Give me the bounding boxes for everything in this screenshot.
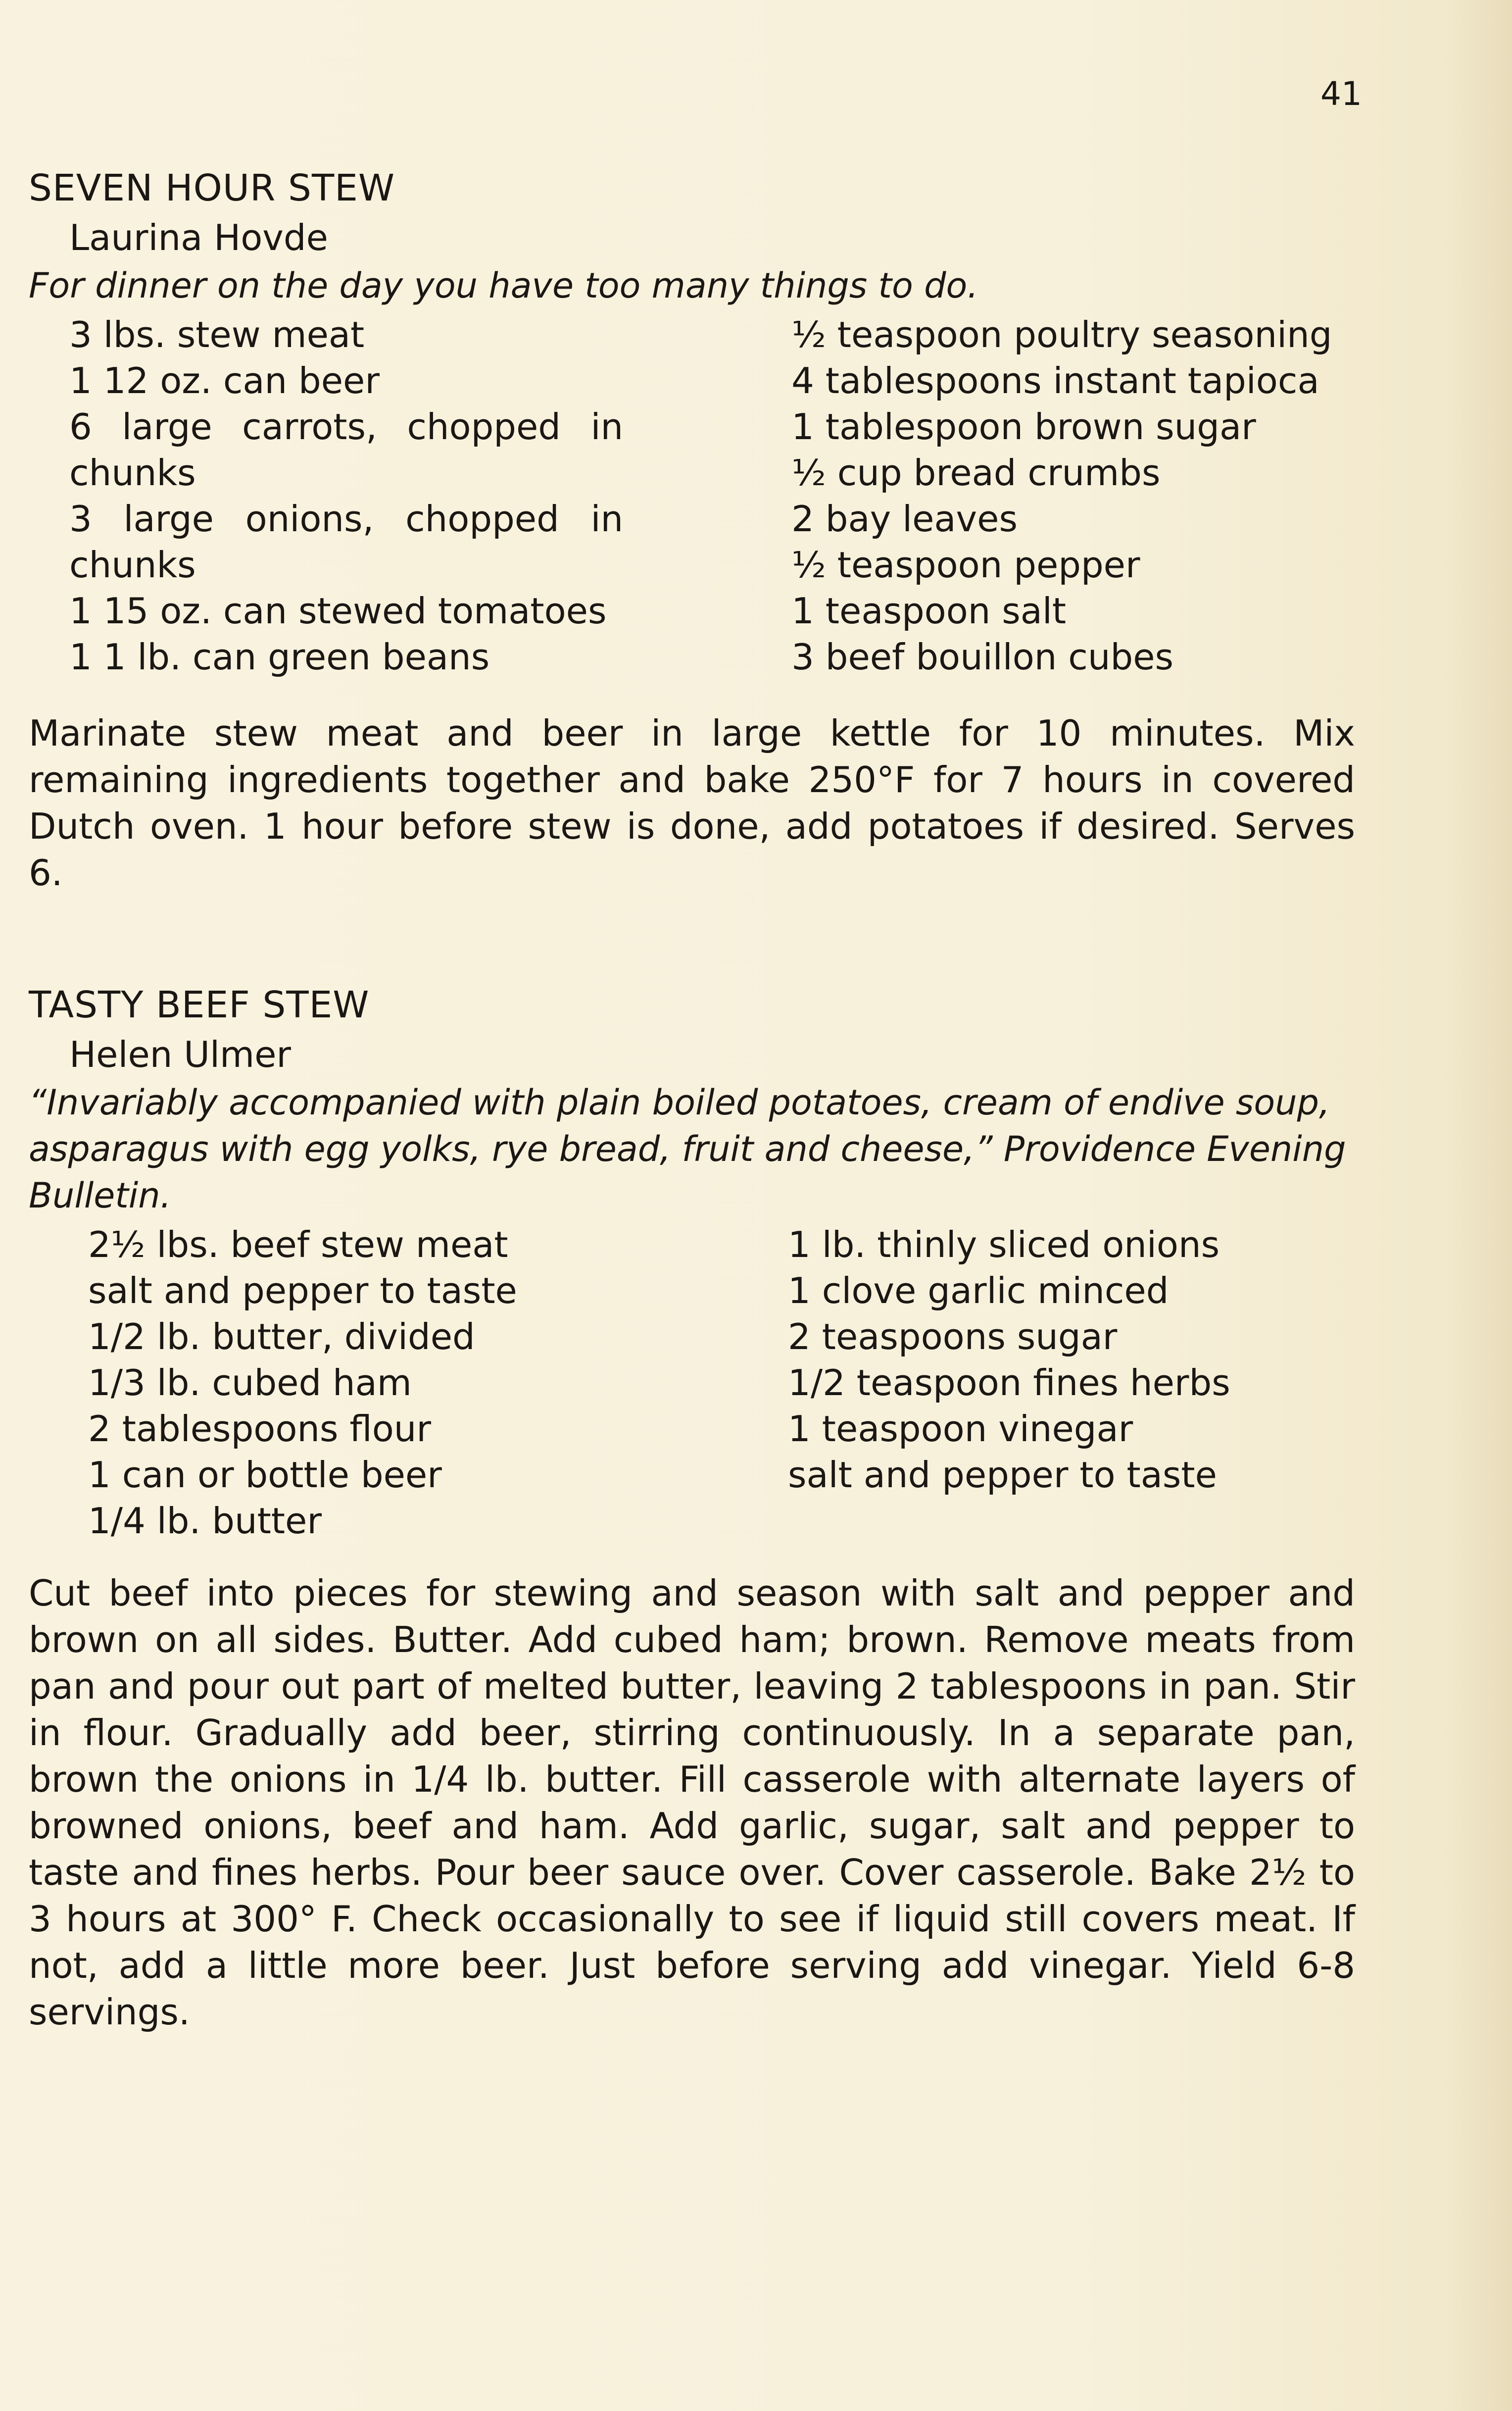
ingredient: 1 1 lb. can green beans bbox=[69, 636, 490, 678]
ingredient: 1 15 oz. can stewed tomatoes bbox=[69, 590, 607, 632]
ingredient: 1 teaspoon salt bbox=[791, 590, 1067, 632]
ingredient: 1/2 lb. butter, divided bbox=[88, 1316, 475, 1357]
ingredient: ½ teaspoon pepper bbox=[791, 544, 1140, 586]
ingredient: 1 tablespoon brown sugar bbox=[791, 406, 1256, 448]
ingredient: 1 clove garlic minced bbox=[788, 1270, 1169, 1311]
ingredients-list bbox=[29, 1222, 1355, 1544]
ingredient: 1 teaspoon vinegar bbox=[788, 1408, 1133, 1450]
recipe-title: SEVEN HOUR STEW bbox=[29, 167, 395, 209]
ingredient: 3 lbs. stew meat bbox=[69, 314, 365, 355]
ingredient: 3 large onions, chopped in chunks bbox=[69, 498, 624, 586]
recipe-method: Marinate stew meat and beer in large kettle for 10 minutes. Mix remaining ingredients together and bake 250°F for 7 hours in covered Dutch oven. 1 hour before stew is done, add potatoes if desired. Serves 6. bbox=[29, 712, 1355, 894]
recipe-title: TASTY BEEF STEW bbox=[29, 984, 370, 1026]
ingredient: 2½ lbs. beef stew meat bbox=[88, 1224, 508, 1265]
ingredient: 1/2 teaspoon fines herbs bbox=[788, 1362, 1230, 1404]
recipe-method: Cut beef into pieces for stewing and season with salt and pepper and brown on all sides. Butter. Add cubed ham; brown. Remove meats from pan and pour out part of melted butter, leaving 2 tablespoons in pan. Stir in flour. Gradually add beer, stirring continuously. In a separate pan, brown the onions in 1/4 lb. butter. Fill casserole with alternate layers of browned onions, beef and ham. Add garlic, sugar, salt and pepper to taste and fines herbs. Pour beer sauce over. Cover casserole. Bake 2½ to 3 hours at 300° F. Check occasionally to see if liquid still covers meat. If not, add a little more beer. Just before serving add vinegar. Yield 6-8 servings. bbox=[29, 1572, 1355, 2033]
ingredients-left-column bbox=[88, 1222, 645, 1544]
ingredient: ½ cup bread crumbs bbox=[791, 452, 1161, 494]
ingredient: 2 tablespoons flour bbox=[88, 1408, 432, 1450]
recipe-tasty-beef-stew bbox=[29, 980, 1355, 2035]
ingredients-list bbox=[29, 312, 1355, 680]
ingredient: 1 12 oz. can beer bbox=[69, 360, 380, 402]
recipe-author: Helen Ulmer bbox=[69, 1034, 291, 1075]
recipe-intro: “Invariably accompanied with plain boiled potatoes, cream of endive soup, asparagus with egg yolks, rye bread, fruit and cheese,” Providence Evening Bulletin. bbox=[29, 1082, 1346, 1216]
recipe-seven-hour-stew bbox=[29, 163, 1355, 896]
ingredient: 3 beef bouillon cubes bbox=[791, 636, 1174, 678]
ingredient: 2 teaspoons sugar bbox=[788, 1316, 1118, 1357]
ingredients-right-column bbox=[791, 312, 1355, 680]
ingredient: 2 bay leaves bbox=[791, 498, 1018, 540]
ingredients-left-column bbox=[69, 312, 623, 680]
ingredient: 1/3 lb. cubed ham bbox=[88, 1362, 412, 1404]
ingredient: 1/4 lb. butter bbox=[88, 1500, 322, 1542]
ingredients-right-column bbox=[788, 1222, 1355, 1544]
ingredient: 4 tablespoons instant tapioca bbox=[791, 360, 1319, 402]
spine-shadow bbox=[1443, 0, 1512, 2411]
recipe-intro: For dinner on the day you have too many things to do. bbox=[29, 265, 978, 306]
ingredient: 1 can or bottle beer bbox=[88, 1454, 442, 1496]
ingredient: ½ teaspoon poultry seasoning bbox=[791, 314, 1332, 355]
ingredient: 1 lb. thinly sliced onions bbox=[788, 1224, 1220, 1265]
recipe-author: Laurina Hovde bbox=[69, 217, 328, 258]
ingredient: salt and pepper to taste bbox=[788, 1454, 1217, 1496]
ingredient: salt and pepper to taste bbox=[88, 1270, 517, 1311]
ingredient: 6 large carrots, chopped in chunks bbox=[69, 406, 624, 494]
page-number: 41 bbox=[1320, 75, 1362, 113]
